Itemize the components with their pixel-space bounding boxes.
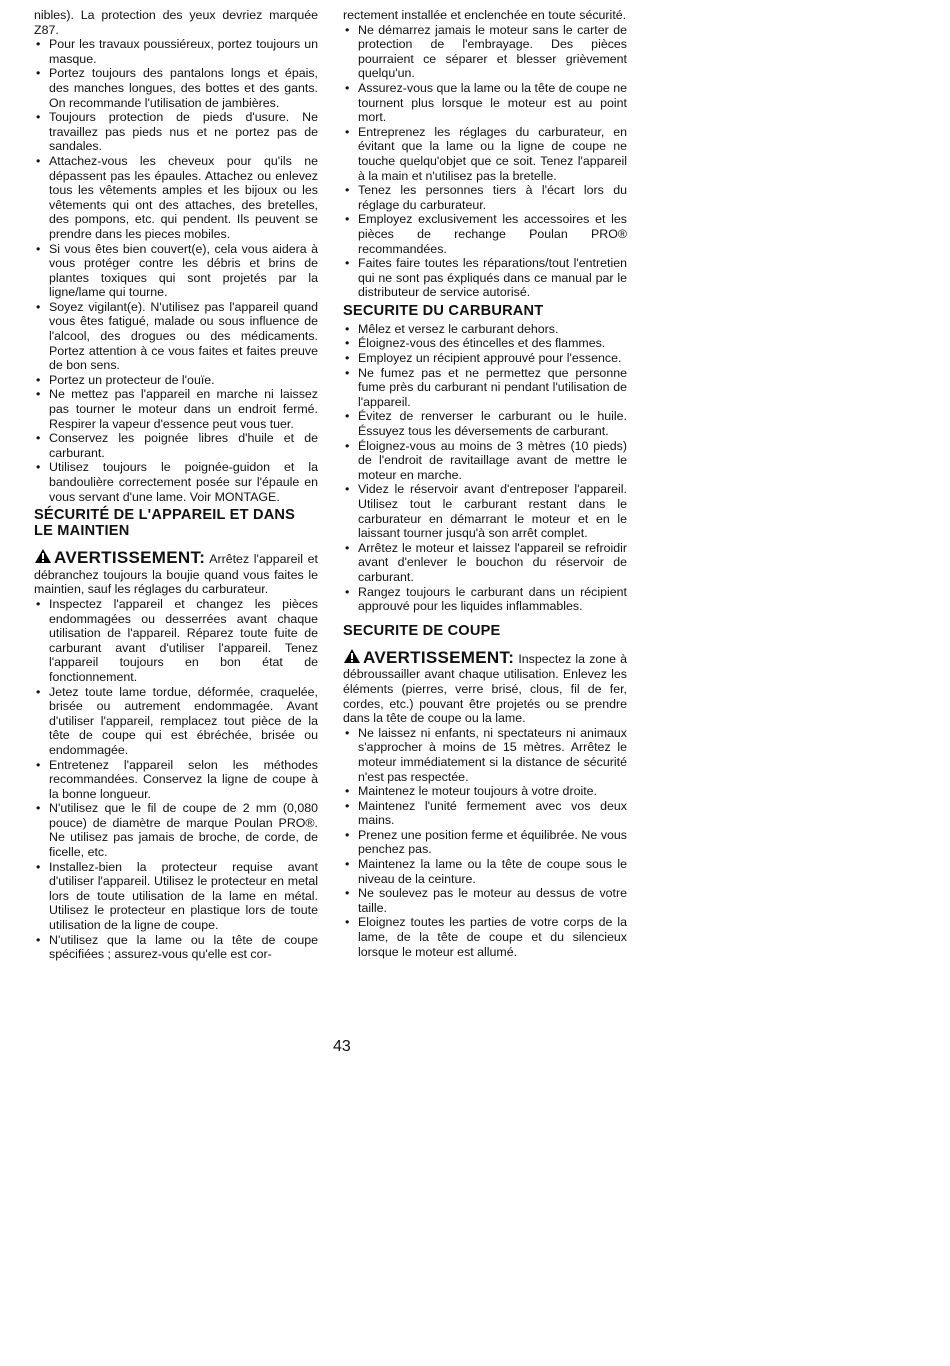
list-item: • N'utilisez que le fil de coupe de 2 mm (0,080 pouce) de diamètre de marque Poulan PRO®. Ne utilisez pas jamais de broche, de corde, de ficelle, etc.	[34, 801, 318, 859]
list-item: • N'utilisez que la lame ou la tête de coupe spécifiées ; assurez-vous qu'elle est cor-	[34, 933, 318, 962]
list-item: • Jetez toute lame tordue, déformée, craquelée, brisée ou autrement endommagée. Avant d'utiliser l'appareil, remplacez tout pièce de la tête de coupe qui est ébréchée, brisée ou endommagée.	[34, 685, 318, 758]
list-item: • Soyez vigilant(e). N'utilisez pas l'appareil quand vous êtes fatigué, malade ou sous influence de l'alcool, des drogues ou des médicaments. Portez attention à ce vous faites et faites preuve de bon sens.	[34, 300, 318, 373]
warning-title: AVERTISSEMENT:	[54, 548, 206, 568]
list-item: • Videz le réservoir avant d'entreposer l'appareil. Utilisez tout le carburant restant dans le carburateur en démarrant le moteur et en le laissant tourner jusqu'à son arrêt complet.	[343, 482, 627, 540]
warning-paragraph	[34, 548, 318, 597]
bullet-list	[343, 23, 627, 300]
list-item: • Toujours protection de pieds d'usure. Ne travaillez pas pieds nus et ne portez pas de sandales.	[34, 110, 318, 154]
list-item: • Entretenez l'appareil selon les méthodes recommandées. Conservez la ligne de coupe à la bonne longueur.	[34, 758, 318, 802]
bullet-list	[343, 726, 627, 960]
list-item: • Tenez les personnes tiers à l'écart lors du réglage du carburateur.	[343, 183, 627, 212]
list-item: • Attachez-vous les cheveux pour qu'ils ne dépassent pas les épaules. Attachez ou enlevez tous les vêtements amples et les bijoux ou les vêtements qui ont des attaches, des bretelles, des pompons, etc. qui pendent. Ils peuvent se prendre dans les pieces mobiles.	[34, 154, 318, 242]
bullet-list	[34, 37, 318, 504]
list-item: • Pour les travaux poussiéreux, portez toujours un masque.	[34, 37, 318, 66]
continuation-text: rectement installée et enclenchée en toute sécurité.	[343, 8, 627, 22]
list-item: • Maintenez la lame ou la tête de coupe sous le niveau de la ceinture.	[343, 857, 627, 886]
list-item: • Utilisez toujours le poignée-guidon et la bandoulière correctement posée sur l'épaule en vous servant d'une lame. Voir MONTAGE.	[34, 460, 318, 504]
list-item: • Rangez toujours le carburant dans un récipient approuvé pour les liquides inflammables.	[343, 585, 627, 614]
list-item: • Assurez-vous que la lame ou la tête de coupe ne tournent plus lorsque le moteur est au point mort.	[343, 81, 627, 125]
section-heading-fuel: SECURITE DU CARBURANT	[343, 302, 544, 319]
warning-triangle-icon	[34, 548, 52, 568]
list-item: • Conservez les poignée libres d'huile et de carburant.	[34, 431, 318, 460]
list-item: • Éloignez-vous des étincelles et des flammes.	[343, 336, 627, 351]
list-item: • Inspectez l'appareil et changez les pièces endommagées ou desserrées avant chaque utilisation de l'appareil. Réparez toute fuite de carburant avant d'utiliser l'appareil. Tenez l'appareil toujours en bon état de fonctionnement.	[34, 597, 318, 685]
list-item: • Ne laissez ni enfants, ni spectateurs ni animaux s'approcher à moins de 15 mètres. Arrêtez le moteur immédiatement si la distance de sécurité n'est pas respectée.	[343, 726, 627, 784]
bullet-list	[343, 322, 627, 614]
list-item: • Si vous êtes bien couvert(e), cela vous aidera à vous protéger contre les débris et brins de plantes toxiques qui sont projetés par la ligne/lame qui tourne.	[34, 242, 318, 300]
list-item: • Portez un protecteur de l'ouïe.	[34, 373, 318, 388]
warning-text: Inspectez la zone à débroussailler avant chaque utilisation. Enlevez les éléments (pierres, verre brisé, clous, fil de fer, cordes, etc.) pouvant être projetés ou se prendre dans la tête de coupe ou la lame.	[343, 651, 627, 726]
list-item: • Faites faire toutes les réparations/tout l'entretien qui ne sont pas éxpliqués dans ce manual par le distributeur de service autorisé.	[343, 256, 627, 300]
list-item: • Arrêtez le moteur et laissez l'appareil se refroidir avant d'enlever le bouchon du réservoir de carburant.	[343, 541, 627, 585]
list-item: • Employez exclusivement les accessoires et les pièces de rechange Poulan PRO® recommandées.	[343, 212, 627, 256]
list-item: • Mêlez et versez le carburant dehors.	[343, 322, 627, 337]
list-item: • Maintenez le moteur toujours à votre droite.	[343, 784, 627, 799]
list-item: • Ne démarrez jamais le moteur sans le carter de protection de l'embrayage. Des pièces pourraient ce séparer et blesser grièvement quelqu'un.	[343, 23, 627, 81]
bullet-list	[34, 597, 318, 962]
left-column	[34, 8, 318, 962]
list-item: • Évitez de renverser le carburant ou le huile. Éssuyez tous les déversements de carburant.	[343, 409, 627, 438]
page-number: 43	[333, 1038, 351, 1055]
list-item: • Portez toujours des pantalons longs et épais, des manches longues, des bottes et des gants. On recommande l'utilisation de jambières.	[34, 66, 318, 110]
list-item: • Ne fumez pas et ne permettez que personne fume près du carburant ni pendant l'utilisation de l'appareil.	[343, 366, 627, 410]
section-heading-maintenance: SÉCURITÉ DE L'APPAREIL ET DANS LE MAINTIEN	[34, 507, 296, 540]
right-column	[343, 8, 627, 959]
list-item: • Ne mettez pas l'appareil en marche ni laissez pas tourner le moteur dans un endroit fermé. Respirer la vapeur d'essence peut vous tuer.	[34, 387, 318, 431]
warning-title: AVERTISSEMENT:	[363, 647, 515, 667]
list-item: • Installez-bien la protecteur requise avant d'utiliser l'appareil. Utilisez le protecteur en metal lors de toute utilisation de la lame en métal. Utilisez le protecteur en plastique lors de toute utilisation de la ligne de coupe.	[34, 860, 318, 933]
list-item: • Entreprenez les réglages du carburateur, en évitant que la lame ou la ligne de coupe ne touche quelqu'objet que ce soit. Tenez l'appareil à la main et n'utilisez pas la bretelle.	[343, 125, 627, 183]
intro-text: nibles). La protection des yeux devriez marquée Z87.	[34, 8, 318, 37]
list-item: • Maintenez l'unité fermement avec vos deux mains.	[343, 799, 627, 828]
list-item: • Ne soulevez pas le moteur au dessus de votre taille.	[343, 886, 627, 915]
list-item: • Employez un récipient approuvé pour l'essence.	[343, 351, 627, 366]
list-item: • Éloignez-vous au moins de 3 mètres (10 pieds) de l'endroit de ravitaillage avant de mettre le moteur en marche.	[343, 439, 627, 483]
section-heading-cutting: SECURITE DE COUPE	[343, 622, 501, 639]
warning-paragraph	[343, 648, 627, 726]
warning-text: Arrêtez l'appareil et débranchez toujours la boujie quand vous faites le maintien, sauf les réglages du carburateur.	[34, 552, 318, 597]
list-item: • Prenez une position ferme et équilibrée. Ne vous penchez pas.	[343, 828, 627, 857]
warning-triangle-icon	[343, 648, 361, 668]
list-item: • Eloignez toutes les parties de votre corps de la lame, de la tête de coupe et du silencieux lorsque le moteur est allumé.	[343, 915, 627, 959]
